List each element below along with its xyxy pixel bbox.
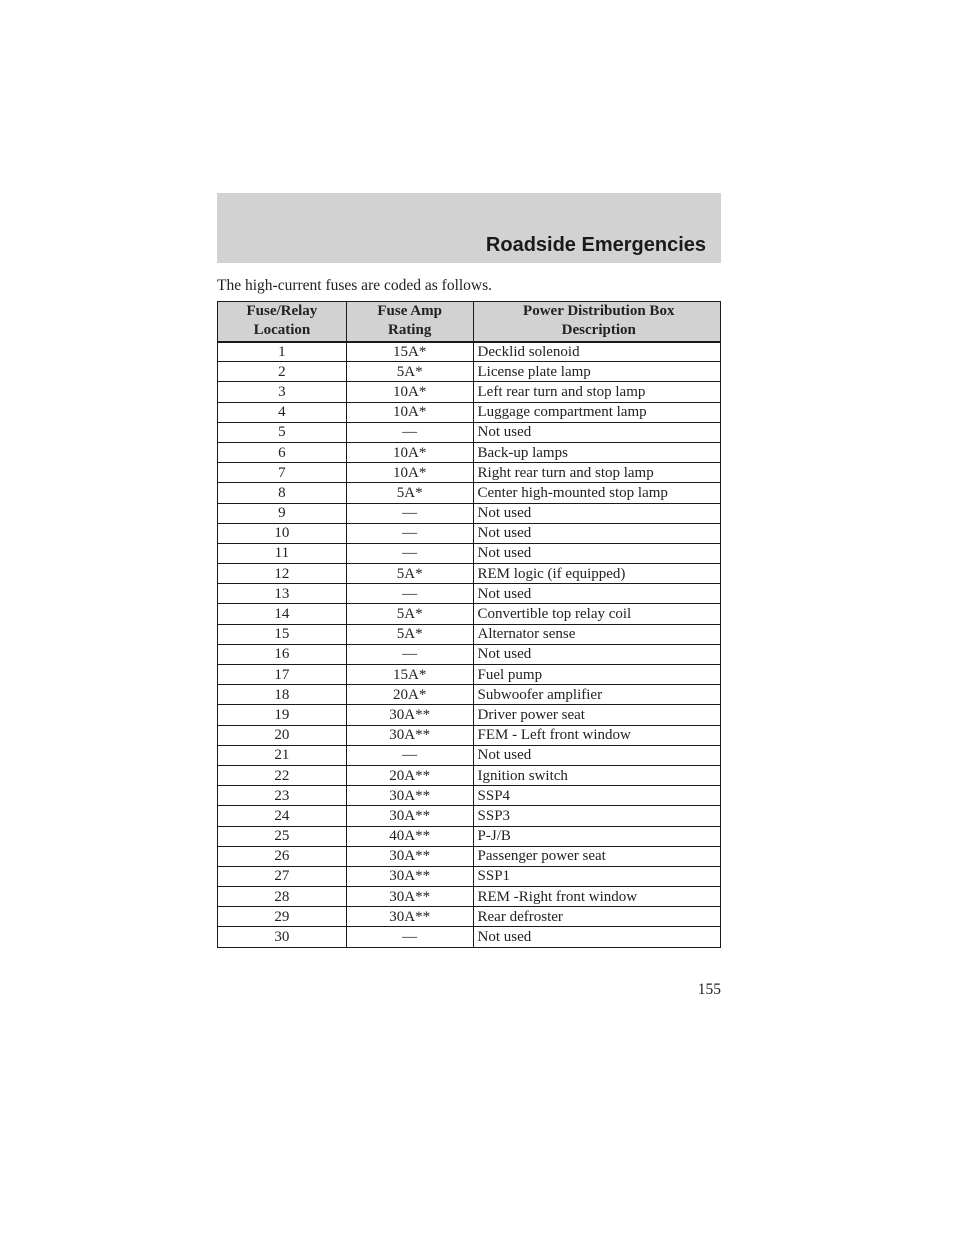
- table-row: [218, 382, 721, 402]
- cell-amp-rating: —: [346, 523, 473, 543]
- cell-description: SSP1: [473, 866, 720, 886]
- table-row: [218, 866, 721, 886]
- table-row: [218, 826, 721, 846]
- cell-description: License plate lamp: [473, 362, 720, 382]
- cell-description: SSP3: [473, 806, 720, 826]
- cell-location: 18: [218, 685, 347, 705]
- table-row: [218, 907, 721, 927]
- header-location-line2: Location: [253, 322, 311, 339]
- header-desc-line2: Description: [561, 322, 636, 339]
- header-location-line1: Fuse/Relay: [246, 303, 318, 320]
- table-row: [218, 543, 721, 563]
- cell-amp-rating: —: [346, 644, 473, 664]
- cell-amp-rating: 30A**: [346, 806, 473, 826]
- table-row: [218, 725, 721, 745]
- cell-description: Not used: [473, 422, 720, 442]
- cell-location: 29: [218, 907, 347, 927]
- cell-location: 1: [218, 342, 347, 362]
- table-row: [218, 584, 721, 604]
- cell-description: Alternator sense: [473, 624, 720, 644]
- cell-description: Right rear turn and stop lamp: [473, 463, 720, 483]
- table-row: [218, 362, 721, 382]
- header-amp-line2: Rating: [387, 322, 432, 339]
- cell-amp-rating: 30A**: [346, 866, 473, 886]
- cell-location: 20: [218, 725, 347, 745]
- cell-location: 7: [218, 463, 347, 483]
- cell-amp-rating: 10A*: [346, 402, 473, 422]
- cell-description: Center high-mounted stop lamp: [473, 483, 720, 503]
- cell-amp-rating: 20A*: [346, 685, 473, 705]
- cell-amp-rating: 15A*: [346, 342, 473, 362]
- fuse-table-body: [218, 342, 721, 948]
- table-row: [218, 745, 721, 765]
- cell-amp-rating: —: [346, 584, 473, 604]
- cell-amp-rating: 5A*: [346, 362, 473, 382]
- cell-location: 30: [218, 927, 347, 947]
- cell-description: Left rear turn and stop lamp: [473, 382, 720, 402]
- table-row: [218, 463, 721, 483]
- cell-location: 9: [218, 503, 347, 523]
- cell-location: 28: [218, 887, 347, 907]
- table-row: [218, 564, 721, 584]
- cell-location: 4: [218, 402, 347, 422]
- table-row: [218, 503, 721, 523]
- cell-location: 11: [218, 543, 347, 563]
- cell-amp-rating: —: [346, 503, 473, 523]
- cell-amp-rating: 30A**: [346, 705, 473, 725]
- cell-location: 25: [218, 826, 347, 846]
- table-row: [218, 705, 721, 725]
- cell-description: Not used: [473, 644, 720, 664]
- cell-amp-rating: 30A**: [346, 846, 473, 866]
- cell-description: Not used: [473, 543, 720, 563]
- cell-location: 19: [218, 705, 347, 725]
- cell-location: 10: [218, 523, 347, 543]
- cell-description: Back-up lamps: [473, 442, 720, 462]
- header-amp-line1: Fuse Amp: [377, 303, 442, 320]
- table-row: [218, 887, 721, 907]
- table-row: [218, 685, 721, 705]
- cell-description: P-J/B: [473, 826, 720, 846]
- cell-location: 21: [218, 745, 347, 765]
- cell-location: 2: [218, 362, 347, 382]
- cell-location: 13: [218, 584, 347, 604]
- cell-amp-rating: —: [346, 745, 473, 765]
- cell-location: 24: [218, 806, 347, 826]
- cell-amp-rating: 5A*: [346, 604, 473, 624]
- table-row: [218, 806, 721, 826]
- cell-location: 14: [218, 604, 347, 624]
- cell-description: Passenger power seat: [473, 846, 720, 866]
- cell-amp-rating: 30A**: [346, 907, 473, 927]
- cell-description: Not used: [473, 503, 720, 523]
- cell-amp-rating: 40A**: [346, 826, 473, 846]
- cell-amp-rating: 30A**: [346, 786, 473, 806]
- cell-description: Rear defroster: [473, 907, 720, 927]
- table-row: [218, 786, 721, 806]
- cell-location: 16: [218, 644, 347, 664]
- cell-location: 23: [218, 786, 347, 806]
- cell-description: Ignition switch: [473, 765, 720, 785]
- cell-amp-rating: —: [346, 927, 473, 947]
- table-row: [218, 342, 721, 362]
- cell-location: 26: [218, 846, 347, 866]
- cell-description: Not used: [473, 523, 720, 543]
- cell-location: 15: [218, 624, 347, 644]
- cell-amp-rating: —: [346, 543, 473, 563]
- table-row: [218, 604, 721, 624]
- cell-location: 3: [218, 382, 347, 402]
- table-row: [218, 483, 721, 503]
- table-row: [218, 442, 721, 462]
- table-row: [218, 927, 721, 947]
- section-title: Roadside Emergencies: [485, 234, 706, 256]
- cell-amp-rating: 5A*: [346, 483, 473, 503]
- fuse-table-header: [218, 302, 721, 342]
- cell-description: Decklid solenoid: [473, 342, 720, 362]
- cell-amp-rating: 10A*: [346, 382, 473, 402]
- cell-amp-rating: 10A*: [346, 463, 473, 483]
- cell-amp-rating: 5A*: [346, 564, 473, 584]
- table-row: [218, 402, 721, 422]
- cell-location: 22: [218, 765, 347, 785]
- intro-text: The high-current fuses are coded as follows.: [217, 277, 493, 294]
- table-row: [218, 523, 721, 543]
- page-number: 155: [697, 981, 721, 998]
- cell-location: 6: [218, 442, 347, 462]
- cell-description: SSP4: [473, 786, 720, 806]
- cell-amp-rating: 20A**: [346, 765, 473, 785]
- table-row: [218, 624, 721, 644]
- table-row: [218, 422, 721, 442]
- cell-location: 17: [218, 665, 347, 685]
- header-desc-line1: Power Distribution Box: [523, 303, 675, 320]
- cell-location: 8: [218, 483, 347, 503]
- cell-amp-rating: 30A**: [346, 887, 473, 907]
- cell-amp-rating: 10A*: [346, 442, 473, 462]
- section-header-band: [217, 193, 721, 263]
- table-row: [218, 665, 721, 685]
- cell-amp-rating: —: [346, 422, 473, 442]
- cell-amp-rating: 15A*: [346, 665, 473, 685]
- cell-description: REM logic (if equipped): [473, 564, 720, 584]
- cell-location: 27: [218, 866, 347, 886]
- cell-description: Not used: [473, 584, 720, 604]
- cell-description: Luggage compartment lamp: [473, 402, 720, 422]
- table-row: [218, 765, 721, 785]
- table-row: [218, 644, 721, 664]
- cell-location: 5: [218, 422, 347, 442]
- cell-description: Convertible top relay coil: [473, 604, 720, 624]
- cell-description: Subwoofer amplifier: [473, 685, 720, 705]
- header-amp-rating: [346, 302, 473, 342]
- cell-amp-rating: 5A*: [346, 624, 473, 644]
- cell-description: REM -Right front window: [473, 887, 720, 907]
- cell-description: FEM - Left front window: [473, 725, 720, 745]
- cell-description: Fuel pump: [473, 665, 720, 685]
- cell-description: Driver power seat: [473, 705, 720, 725]
- fuse-table: [217, 301, 721, 948]
- cell-amp-rating: 30A**: [346, 725, 473, 745]
- header-location: [218, 302, 347, 342]
- header-description: [473, 302, 720, 342]
- cell-description: Not used: [473, 745, 720, 765]
- table-row: [218, 846, 721, 866]
- cell-description: Not used: [473, 927, 720, 947]
- cell-location: 12: [218, 564, 347, 584]
